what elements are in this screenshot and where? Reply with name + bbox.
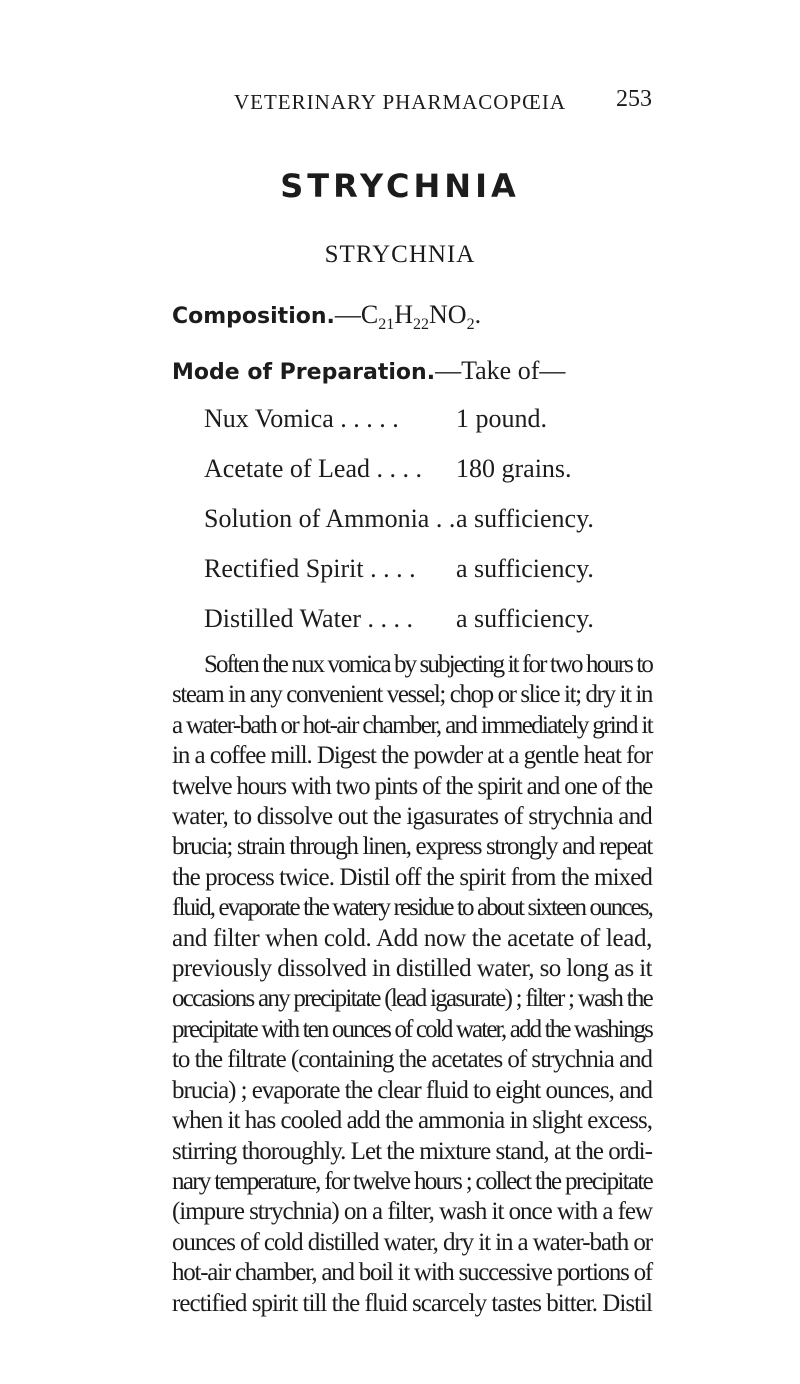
paragraph-line: ounces of cold distilled water, dry it in a water-bath or	[172, 1228, 653, 1256]
paragraph-line: Soften the nux vomica by subjecting it for two hours to	[204, 651, 652, 678]
ingredient-name: Nux Vomica . . . . .	[204, 404, 399, 433]
ingredient-quantity: 1 pound.	[456, 404, 547, 433]
ingredient-quantity: 180 grains.	[456, 454, 572, 483]
paragraph-line: a water-bath or hot-air chamber, and immediately grind it	[172, 711, 652, 739]
mode-of-preparation	[172, 356, 565, 386]
paragraph-line: steam in any convenient vessel; chop or slice it; dry it in	[172, 681, 652, 709]
paragraph-line: stirring thoroughly. Let the mixture stand, at the ordi-	[172, 1137, 653, 1165]
ingredient-row	[204, 404, 644, 454]
paragraph-line: hot-air chamber, and boil it with successive portions of	[172, 1259, 652, 1287]
ingredient-quantity: a sufficiency.	[456, 504, 594, 533]
running-title: VETERINARY PHARMACOPŒIA	[233, 90, 566, 114]
paragraph-line: occasions any precipitate (lead igasurate) ; filter ; wash the	[172, 985, 652, 1013]
paragraph-line: when it has cooled add the ammonia in slight excess,	[172, 1107, 652, 1135]
paragraph-line: precipitate with ten ounces of cold water, add the washings	[172, 1015, 652, 1043]
paragraph-line: twelve hours with two pints of the spirit and one of the	[172, 772, 652, 800]
formula-part: NO	[429, 300, 467, 329]
formula-subscript: 2	[466, 316, 475, 334]
paragraph-line: brucia) ; evaporate the clear fluid to eight ounces, and	[172, 1076, 652, 1104]
ingredient-row	[204, 604, 644, 654]
ingredient-row	[204, 504, 644, 554]
mode-text: —Take of—	[435, 356, 566, 385]
entry-subtitle: STRYCHNIA	[324, 241, 476, 268]
paragraph-line: previously dissolved in distilled water, so long as it	[172, 955, 652, 983]
paragraph-line: water, to dissolve out the igasurates of strychnia and	[172, 803, 652, 831]
ingredient-row	[204, 454, 644, 504]
formula-subscript: 22	[413, 316, 429, 334]
paragraph-line: fluid, evaporate the watery residue to about sixteen ounces,	[172, 894, 652, 922]
paragraph-line: rectified spirit till the fluid scarcely tastes bitter. Distil	[172, 1289, 652, 1317]
paragraph-line: brucia; strain through linen, express strongly and repeat	[172, 833, 652, 861]
ingredient-quantity: a sufficiency.	[456, 604, 594, 633]
ingredient-quantity: a sufficiency.	[456, 554, 594, 583]
composition-line	[172, 300, 481, 334]
paragraph-line: nary temperature, for twelve hours ; collect the precipitate	[172, 1167, 652, 1195]
formula-subscript: 21	[378, 316, 395, 334]
ingredient-name: Rectified Spirit . . . .	[204, 554, 416, 583]
formula-part: .	[474, 300, 482, 329]
formula-part: —C	[334, 300, 379, 329]
composition-label: Composition.	[172, 304, 335, 329]
paragraph-line: in a coffee mill. Digest the powder at a gentle heat for	[172, 742, 652, 770]
paragraph-line: and filter when cold. Add now the acetate of lead,	[172, 924, 652, 952]
preparation-paragraph	[172, 650, 652, 1319]
ingredient-name: Solution of Ammonia . .	[204, 504, 456, 533]
paragraph-line: to the filtrate (containing the acetates of strychnia and	[172, 1046, 653, 1074]
ingredient-list	[204, 404, 644, 654]
ingredient-name: Distilled Water . . . .	[204, 604, 414, 633]
paragraph-line: the process twice. Distil off the spirit from the mixed	[172, 863, 652, 891]
paragraph-line: (impure strychnia) on a filter, wash it once with a few	[172, 1198, 652, 1226]
mode-label: Mode of Preparation.	[172, 360, 436, 385]
ingredient-name: Acetate of Lead . . . .	[204, 454, 423, 483]
formula-part: H	[394, 300, 413, 329]
ingredient-row	[204, 554, 644, 604]
page-number: 253	[616, 86, 652, 112]
entry-title: STRYCHNIA	[280, 167, 520, 205]
